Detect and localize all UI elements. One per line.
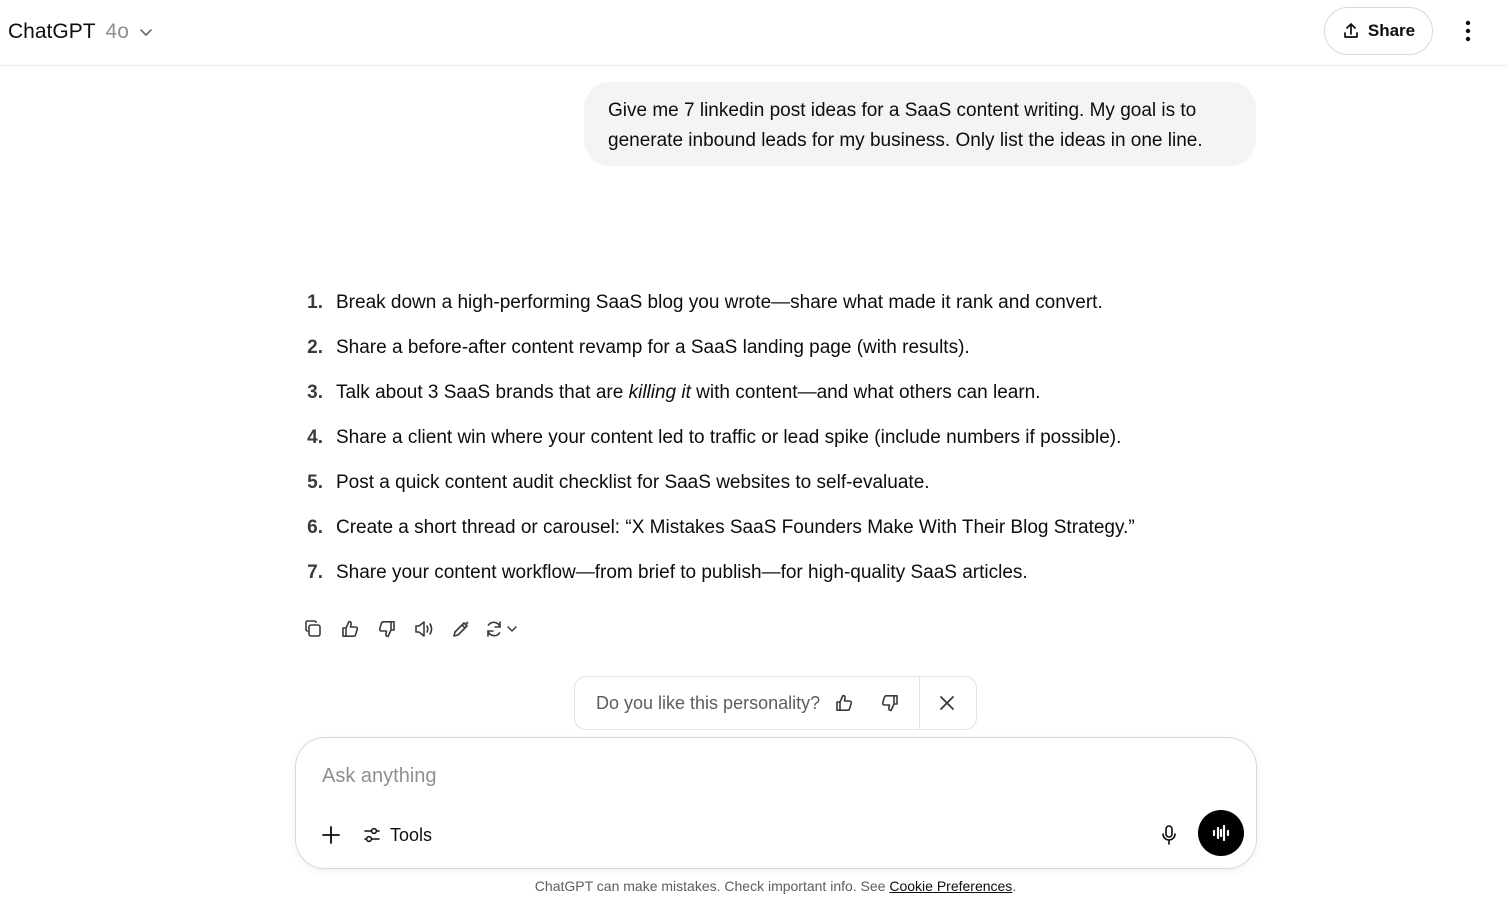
list-item-text-part: Post a quick content audit checklist for SaaS websites to self-evaluate.	[336, 471, 930, 493]
list-item	[296, 505, 1196, 550]
assistant-answer-list	[296, 280, 1196, 595]
voice-mode-button[interactable]	[1198, 810, 1244, 856]
regenerate-icon	[484, 619, 504, 639]
list-item-number: 6.	[307, 516, 323, 538]
list-item	[296, 550, 1196, 595]
dislike-personality-button[interactable]	[867, 683, 913, 723]
model-name: ChatGPT	[8, 20, 96, 43]
regenerate-button[interactable]	[479, 614, 523, 644]
list-item-text-part: Break down a high-performing SaaS blog you wrote—share what made it rank and convert.	[336, 291, 1103, 313]
tools-label: Tools	[390, 824, 433, 845]
thumbs-up-icon	[834, 693, 854, 713]
list-item-number: 7.	[307, 561, 323, 583]
disclaimer-text: ChatGPT can make mistakes. Check important info. See	[534, 878, 890, 894]
dictate-button[interactable]	[1154, 820, 1184, 850]
list-item-text-part: with content—and what others can learn.	[690, 381, 1041, 403]
share-label: Share	[1367, 21, 1416, 40]
list-item-number: 1.	[307, 291, 323, 313]
share-icon	[1342, 22, 1360, 40]
list-item-text	[336, 337, 970, 359]
thumbs-up-icon	[340, 619, 360, 639]
more-options-button[interactable]	[1452, 14, 1484, 48]
good-response-button[interactable]	[331, 614, 368, 644]
top-bar	[0, 0, 1507, 66]
list-item-number: 4.	[307, 426, 323, 448]
tools-button[interactable]	[362, 820, 432, 850]
list-item-text	[336, 472, 930, 494]
thumbs-down-icon	[880, 693, 900, 713]
list-item-text	[336, 292, 1103, 314]
list-item-text-part: Share a client win where your content led to traffic or lead spike (include numbers if possible).	[336, 426, 1122, 448]
copy-icon	[303, 619, 323, 639]
list-item-number: 5.	[307, 471, 323, 493]
microphone-icon	[1159, 824, 1179, 846]
list-item	[296, 325, 1196, 370]
voice-waveform-icon	[1211, 824, 1231, 842]
share-button[interactable]	[1324, 7, 1433, 55]
message-actions	[294, 614, 523, 644]
read-aloud-icon	[413, 619, 435, 639]
list-item-text	[336, 427, 1121, 449]
prompt-input[interactable]	[322, 762, 1182, 790]
list-item-number: 3.	[307, 381, 323, 403]
list-item-emphasis: killing it	[628, 381, 691, 403]
list-item	[296, 280, 1196, 325]
list-item	[296, 370, 1196, 415]
message-composer	[295, 737, 1257, 869]
model-version: 4o	[105, 20, 129, 43]
disclaimer-footer	[0, 878, 1507, 894]
sliders-icon	[362, 825, 382, 845]
bad-response-button[interactable]	[368, 614, 405, 644]
list-item-text	[336, 517, 1135, 539]
plus-icon	[321, 825, 341, 845]
thumbs-down-icon	[377, 619, 397, 639]
copy-button[interactable]	[294, 614, 331, 644]
read-aloud-button[interactable]	[405, 614, 442, 644]
personality-feedback	[574, 676, 977, 730]
chevron-down-icon	[506, 623, 518, 635]
user-message: Give me 7 linkedin post ideas for a SaaS content writing. My goal is to generate inbound leads for my business. Only list the ideas in one line.	[584, 82, 1256, 166]
edit-icon	[451, 619, 471, 639]
list-item-number: 2.	[307, 336, 323, 358]
cookie-preferences-link[interactable]: Cookie Preferences	[889, 878, 1013, 894]
like-personality-button[interactable]	[821, 683, 867, 723]
model-selector[interactable]	[8, 17, 153, 47]
feedback-question: Do you like this personality?	[596, 692, 821, 713]
list-item-text-part: Talk about 3 SaaS brands that are	[336, 381, 629, 403]
chevron-down-icon	[139, 25, 153, 39]
list-item	[296, 460, 1196, 505]
add-attachment-button[interactable]	[316, 820, 346, 850]
edit-button[interactable]	[442, 614, 479, 644]
list-item-text	[336, 562, 1028, 584]
list-item-text-part: Create a short thread or carousel: “X Mistakes SaaS Founders Make With Their Blog Strategy.”	[336, 516, 1135, 538]
list-item-text-part: Share a before-after content revamp for a SaaS landing page (with results).	[336, 336, 970, 358]
list-item-text	[336, 382, 1041, 404]
dismiss-feedback-button[interactable]	[920, 683, 974, 723]
more-vertical-icon	[1465, 19, 1471, 43]
list-item	[296, 415, 1196, 460]
disclaimer-end: .	[1012, 878, 1017, 894]
close-icon	[939, 695, 955, 711]
list-item-text-part: Share your content workflow—from brief to publish—for high-quality SaaS articles.	[336, 561, 1028, 583]
